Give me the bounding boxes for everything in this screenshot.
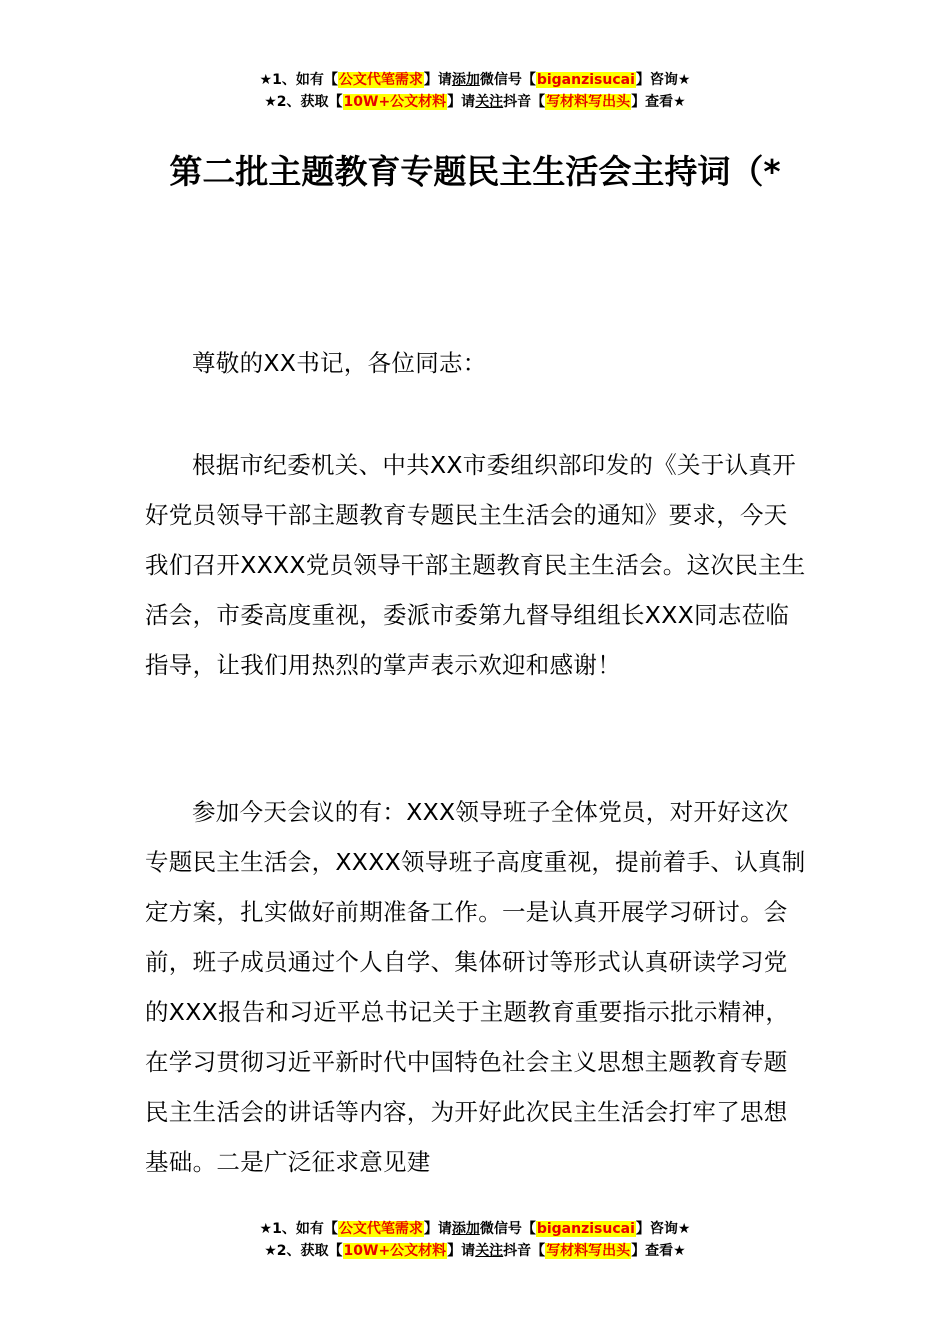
banner-wechat-id: biganzisucai [536,72,635,88]
banner-highlight: 10W+公文材料 [343,94,447,110]
banner-text: 】咨询★ [635,1221,691,1237]
banner-text: 微信号【 [479,1221,536,1237]
banner-line-1 [0,69,950,91]
banner-text: 抖音【 [503,1243,546,1259]
body-paragraph: 根据市纪委机关、中共XX市委组织部印发的《关于认真开好党员领导干部主题教育专题民主生活会的通知》要求，今天我们召开XXXX党员领导干部主题教育民主生活会。这次民主生活会，市委高度重视，委派市委第九督导组组长XXX同志莅临指导，让我们用热烈的掌声表示欢迎和感谢！ [145,451,806,679]
banner-underlined-text: 关注 [475,94,504,110]
banner-text: ★1、如有【 [259,72,338,88]
banner-text: 】查看★ [631,1243,686,1259]
body-paragraph-1-block [145,440,810,690]
body-paragraph: 参加今天会议的有：XXX领导班子全体党员，对开好这次专题民主生活会，XXXX领导班子高度重视，提前着手、认真制定方案，扎实做好前期准备工作。一是认真开展学习研讨。会前，班子成员通过个人自学、集体研讨等形式认真研读学习党的XXX报告和习近平总书记关于主题教育重要指示批示精神，在学习贯彻习近平新时代中国特色社会主义思想主题教育专题民主生活会的讲话等内容，为开好此次民主生活会打牢了思想基础。二是广泛征求意见建 [145,798,806,1176]
banner-line-2 [0,1240,950,1262]
banner-line-2 [0,91,950,113]
banner-text: ★1、如有【 [259,1221,338,1237]
salutation: 尊敬的XX书记，各位同志： [192,349,487,377]
banner-highlight: 10W+公文材料 [343,1243,447,1259]
banner-highlight: 公文代笔需求 [338,1221,423,1237]
banner-line-1 [0,1218,950,1240]
banner-text: 】请 [447,1243,476,1259]
banner-douyin-id: 写材料写出头 [546,1243,631,1259]
banner-wechat-id: biganzisucai [536,1221,635,1237]
banner-text: 】咨询★ [635,72,691,88]
banner-text: 】查看★ [631,94,686,110]
banner-text: 】请 [423,1221,452,1237]
banner-text: 】请 [447,94,476,110]
banner-underlined-text: 添加 [451,1221,480,1237]
banner-text: 微信号【 [479,72,536,88]
banner-text: ★2、获取【 [264,1243,343,1259]
banner-text: 】请 [423,72,452,88]
footer-banner [0,1218,950,1262]
banner-text: 抖音【 [503,94,546,110]
banner-underlined-text: 添加 [451,72,480,88]
banner-highlight: 公文代笔需求 [338,72,423,88]
banner-underlined-text: 关注 [475,1243,504,1259]
banner-douyin-id: 写材料写出头 [546,94,631,110]
salutation-block [145,338,810,388]
banner-text: ★2、获取【 [264,94,343,110]
header-banner [0,69,950,113]
document-title: 第二批主题教育专题民主生活会主持词（* [169,152,781,191]
body-paragraph-2-block [145,787,810,1187]
